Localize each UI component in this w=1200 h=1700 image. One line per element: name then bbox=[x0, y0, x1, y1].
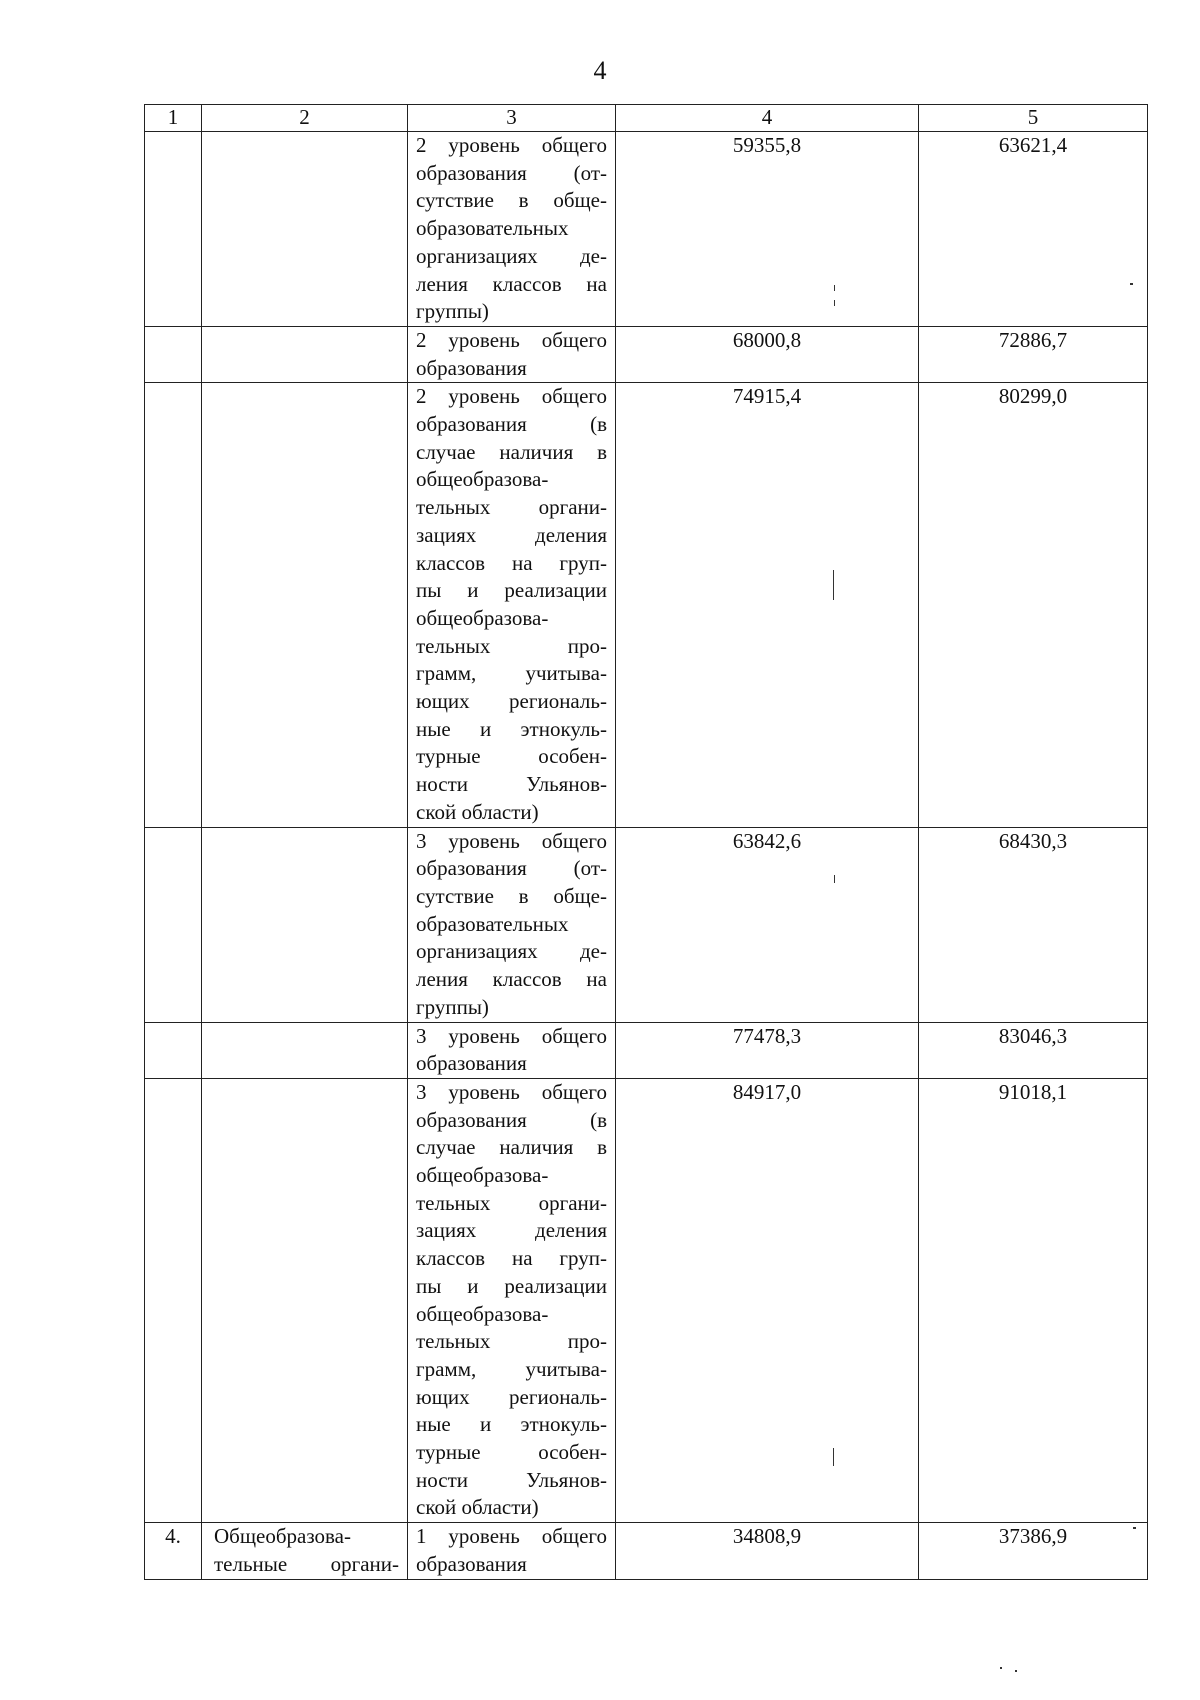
column-header-3: 3 bbox=[408, 105, 616, 132]
value-column-4-cell: 84917,0 bbox=[616, 1078, 919, 1522]
value-column-4-cell: 77478,3 bbox=[616, 1022, 919, 1078]
table-row bbox=[145, 132, 1148, 327]
education-level-line: ления классов на bbox=[416, 967, 607, 992]
education-level-line: организациях де- bbox=[416, 939, 607, 964]
organization-type-cell bbox=[202, 1078, 408, 1522]
page-number: 4 bbox=[593, 56, 607, 85]
table-row bbox=[145, 827, 1148, 1022]
education-level-line: образования (в bbox=[416, 1107, 607, 1132]
scan-mark bbox=[834, 875, 835, 883]
education-level-line: сутствие в обще- bbox=[416, 883, 607, 908]
education-level-line: классов на груп- bbox=[416, 1246, 607, 1271]
value-column-5-cell: 91018,1 bbox=[919, 1078, 1148, 1522]
table-header-row bbox=[145, 105, 1148, 132]
scan-mark bbox=[1015, 1670, 1017, 1672]
column-header-4: 4 bbox=[616, 105, 919, 132]
education-level-line: ления классов на bbox=[416, 271, 607, 296]
education-level-line: сутствие в обще- bbox=[416, 188, 607, 213]
education-level-line: группы) bbox=[416, 994, 489, 1019]
education-level-line: образования bbox=[416, 1051, 527, 1076]
row-number-cell bbox=[145, 383, 202, 827]
education-level-line: образования (от- bbox=[416, 856, 607, 881]
value-column-4-cell: 74915,4 bbox=[616, 383, 919, 827]
value-column-5-cell: 80299,0 bbox=[919, 383, 1148, 827]
education-level-line: общеобразова- bbox=[416, 1163, 549, 1188]
education-level-line: 3 уровень общего bbox=[416, 1023, 607, 1048]
education-level-line: зациях деления bbox=[416, 522, 607, 547]
education-level-line: ющих региональ- bbox=[416, 1384, 607, 1409]
education-level-line: тельных про- bbox=[416, 1329, 607, 1354]
column-header-2: 2 bbox=[202, 105, 408, 132]
education-level-line: общеобразова- bbox=[416, 605, 549, 630]
education-level-line: классов на груп- bbox=[416, 550, 607, 575]
education-level-line: турные особен- bbox=[416, 744, 607, 769]
value-column-4-cell: 68000,8 bbox=[616, 326, 919, 382]
education-level-line: 1 уровень общего bbox=[416, 1524, 607, 1549]
education-level-line: общеобразова- bbox=[416, 467, 549, 492]
value-column-5-cell: 83046,3 bbox=[919, 1022, 1148, 1078]
education-level-line: 3 уровень общего bbox=[416, 828, 607, 853]
education-level-line: ской области) bbox=[416, 799, 539, 824]
scan-mark bbox=[834, 300, 835, 306]
row-number-cell bbox=[145, 132, 202, 327]
column-header-1: 1 bbox=[145, 105, 202, 132]
education-level-line: 2 уровень общего bbox=[416, 384, 607, 409]
value-column-5-cell: 72886,7 bbox=[919, 326, 1148, 382]
value-column-5-cell: 37386,9 bbox=[919, 1523, 1148, 1579]
row-number-cell bbox=[145, 827, 202, 1022]
organization-type-cell bbox=[202, 383, 408, 827]
education-level-cell bbox=[408, 1022, 616, 1078]
scan-mark bbox=[1000, 1667, 1002, 1669]
education-level-line: тельных про- bbox=[416, 633, 607, 658]
value-column-5-cell: 63621,4 bbox=[919, 132, 1148, 327]
education-level-line: образовательных bbox=[416, 911, 569, 936]
organization-type-cell bbox=[202, 326, 408, 382]
education-level-cell bbox=[408, 326, 616, 382]
education-level-line: зациях деления bbox=[416, 1218, 607, 1243]
row-number-cell bbox=[145, 326, 202, 382]
education-level-line: грамм, учитыва- bbox=[416, 661, 607, 686]
education-level-cell bbox=[408, 383, 616, 827]
education-level-line: ные и этнокуль- bbox=[416, 716, 607, 741]
value-column-5-cell: 68430,3 bbox=[919, 827, 1148, 1022]
scan-mark bbox=[1130, 283, 1133, 285]
education-level-cell bbox=[408, 1078, 616, 1522]
education-level-line: ющих региональ- bbox=[416, 689, 607, 714]
row-number-cell: 4. bbox=[145, 1523, 202, 1579]
education-level-line: образования bbox=[416, 1551, 527, 1576]
value-column-4-cell: 34808,9 bbox=[616, 1523, 919, 1579]
table-row bbox=[145, 326, 1148, 382]
scan-mark bbox=[1133, 1527, 1136, 1529]
education-level-line: ности Ульянов- bbox=[416, 1467, 607, 1492]
education-level-line: образования (в bbox=[416, 412, 607, 437]
value-column-4-cell: 59355,8 bbox=[616, 132, 919, 327]
organization-type-cell bbox=[202, 827, 408, 1022]
education-level-line: тельных органи- bbox=[416, 495, 607, 520]
row-number-cell bbox=[145, 1078, 202, 1522]
table-row bbox=[145, 1078, 1148, 1522]
education-level-line: общеобразова- bbox=[416, 1301, 549, 1326]
education-level-line: пы и реализации bbox=[416, 578, 607, 603]
row-number-cell bbox=[145, 1022, 202, 1078]
education-level-line: группы) bbox=[416, 299, 489, 324]
education-level-line: тельных органи- bbox=[416, 1190, 607, 1215]
education-level-line: ской области) bbox=[416, 1495, 539, 1520]
scan-mark bbox=[833, 570, 834, 600]
education-level-line: грамм, учитыва- bbox=[416, 1356, 607, 1381]
education-level-line: 2 уровень общего bbox=[416, 327, 607, 352]
education-level-line: 3 уровень общего bbox=[416, 1079, 607, 1104]
organization-type-cell bbox=[202, 132, 408, 327]
education-level-line: образования (от- bbox=[416, 160, 607, 185]
table-row bbox=[145, 383, 1148, 827]
education-level-line: ные и этнокуль- bbox=[416, 1412, 607, 1437]
education-level-cell bbox=[408, 132, 616, 327]
education-level-line: образования bbox=[416, 355, 527, 380]
education-level-line: организациях де- bbox=[416, 243, 607, 268]
scan-mark bbox=[833, 1448, 834, 1466]
education-level-line: случае наличия в bbox=[416, 439, 607, 464]
education-level-cell bbox=[408, 827, 616, 1022]
table-row bbox=[145, 1523, 1148, 1579]
organization-type-line: тельные органи- bbox=[214, 1551, 399, 1576]
education-level-line: образовательных bbox=[416, 216, 569, 241]
tariff-table bbox=[144, 104, 1148, 1580]
organization-type-cell bbox=[202, 1022, 408, 1078]
education-level-line: 2 уровень общего bbox=[416, 133, 607, 157]
organization-type-line: Общеобразова- bbox=[214, 1524, 351, 1549]
column-header-5: 5 bbox=[919, 105, 1148, 132]
organization-type-cell bbox=[202, 1523, 408, 1579]
value-column-4-cell: 63842,6 bbox=[616, 827, 919, 1022]
education-level-line: турные особен- bbox=[416, 1440, 607, 1465]
education-level-line: пы и реализации bbox=[416, 1273, 607, 1298]
education-level-line: случае наличия в bbox=[416, 1135, 607, 1160]
scan-mark bbox=[834, 285, 835, 291]
education-level-line: ности Ульянов- bbox=[416, 772, 607, 797]
education-level-cell bbox=[408, 1523, 616, 1579]
table-row bbox=[145, 1022, 1148, 1078]
